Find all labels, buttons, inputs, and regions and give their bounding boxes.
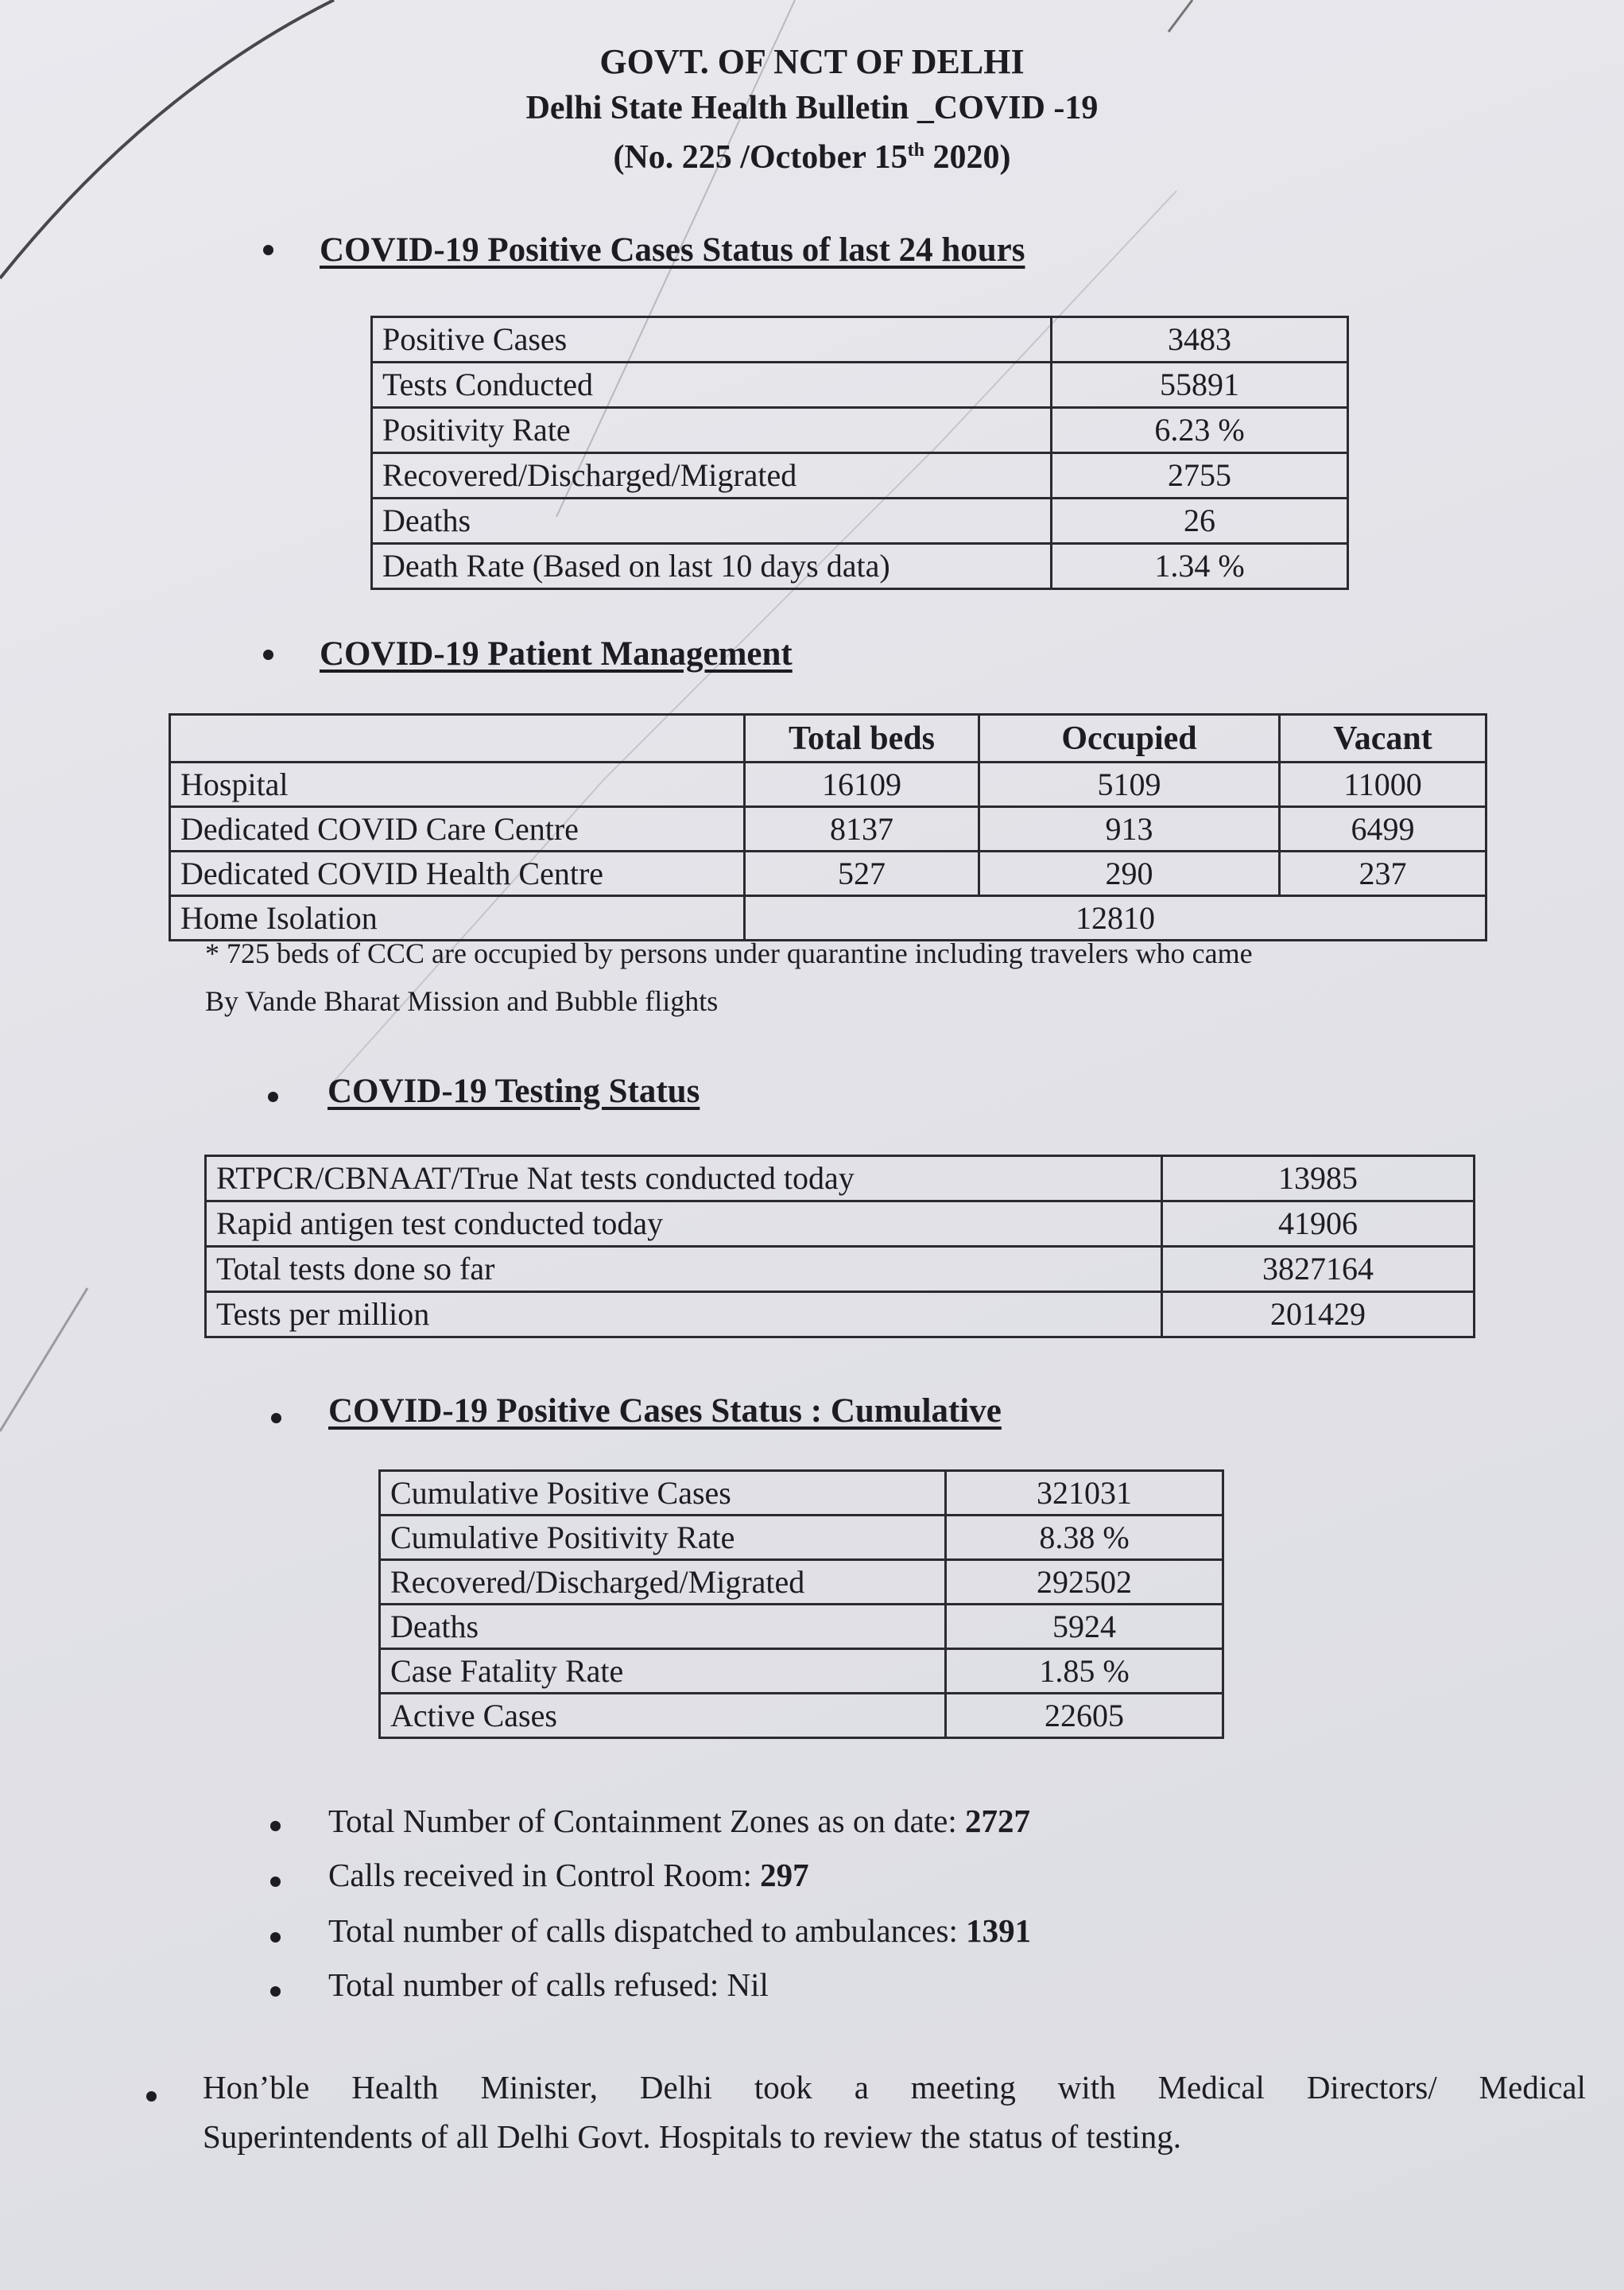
table-patient-management: [169, 713, 1487, 941]
positive-24h-row: [372, 408, 1348, 453]
cumulative-value: 22605: [946, 1694, 1223, 1738]
cumulative-label: Active Cases: [380, 1694, 946, 1738]
pm-home-isolation-label: Home Isolation: [170, 896, 745, 941]
bulletin-number-date: (No. 225 /October 15th 2020): [613, 139, 1011, 176]
table-positive-24h: [370, 316, 1349, 590]
positive-24h-label: Deaths: [372, 499, 1052, 544]
pm-vacant: 237: [1280, 852, 1486, 896]
positive-24h-value: 1.34 %: [1052, 544, 1348, 589]
testing-label: Tests per million: [206, 1292, 1162, 1337]
cumulative-value: 1.85 %: [946, 1649, 1223, 1694]
positive-24h-value: 3483: [1052, 317, 1348, 363]
testing-row: [206, 1156, 1475, 1201]
minister-note-line2: Superintendents of all Delhi Govt. Hospitals to review the status of testing.: [203, 2118, 1181, 2155]
pm-note-line1: * 725 beds of CCC are occupied by persons under quarantine including travelers who came: [205, 937, 1253, 969]
cumulative-row: [380, 1560, 1223, 1605]
positive-24h-label: Positivity Rate: [372, 408, 1052, 453]
summary-containment-zones: Total Number of Containment Zones as on date: 2727: [328, 1803, 1031, 1839]
positive-24h-row: [372, 317, 1348, 363]
minister-note: [203, 2063, 1586, 2161]
testing-value: 13985: [1162, 1156, 1475, 1201]
heading-testing: COVID-19 Testing Status: [328, 1073, 700, 1110]
bulletin-title: Delhi State Health Bulletin _COVID -19: [525, 90, 1099, 126]
cumulative-value: 8.38 %: [946, 1516, 1223, 1560]
positive-24h-row: [372, 544, 1348, 589]
cumulative-row: [380, 1471, 1223, 1516]
positive-24h-row: [372, 499, 1348, 544]
testing-value: 3827164: [1162, 1247, 1475, 1292]
pm-col-occupied: Occupied: [979, 715, 1280, 763]
bullet-testing: [268, 1092, 278, 1102]
cumulative-row: [380, 1516, 1223, 1560]
heading-positive-24h: COVID-19 Positive Cases Status of last 24 hours: [320, 231, 1025, 269]
bullet-patient-management: [263, 650, 273, 660]
positive-24h-label: Tests Conducted: [372, 363, 1052, 408]
bullet-summary-3: [270, 1932, 281, 1943]
bullet-cumulative: [271, 1413, 281, 1423]
testing-label: Total tests done so far: [206, 1247, 1162, 1292]
pm-occupied: 5109: [979, 763, 1280, 807]
positive-24h-value: 6.23 %: [1052, 408, 1348, 453]
table-cumulative: [378, 1469, 1224, 1739]
pm-col-vacant: Vacant: [1280, 715, 1486, 763]
heading-patient-management: COVID-19 Patient Management: [320, 635, 793, 673]
cumulative-value: 321031: [946, 1471, 1223, 1516]
pm-occupied: 913: [979, 807, 1280, 852]
positive-24h-label: Death Rate (Based on last 10 days data): [372, 544, 1052, 589]
pm-row: [170, 763, 1486, 807]
pm-occupied: 290: [979, 852, 1280, 896]
positive-24h-value: 55891: [1052, 363, 1348, 408]
pm-col-total-beds: Total beds: [745, 715, 979, 763]
pm-total-beds: 16109: [745, 763, 979, 807]
testing-value: 201429: [1162, 1292, 1475, 1337]
testing-label: Rapid antigen test conducted today: [206, 1201, 1162, 1247]
bullet-minister-note: [146, 2091, 157, 2102]
summary-calls-refused: Total number of calls refused: Nil: [328, 1966, 769, 2003]
pm-total-beds: 527: [745, 852, 979, 896]
pm-row: [170, 852, 1486, 896]
pm-vacant: 11000: [1280, 763, 1486, 807]
pm-vacant: 6499: [1280, 807, 1486, 852]
cumulative-row: [380, 1694, 1223, 1738]
pm-total-beds: 8137: [745, 807, 979, 852]
bullet-summary-1: [270, 1821, 281, 1831]
cumulative-label: Recovered/Discharged/Migrated: [380, 1560, 946, 1605]
heading-cumulative: COVID-19 Positive Cases Status : Cumulative: [328, 1392, 1002, 1430]
testing-label: RTPCR/CBNAAT/True Nat tests conducted today: [206, 1156, 1162, 1201]
pm-home-isolation-value: 12810: [745, 896, 1486, 941]
positive-24h-value: 26: [1052, 499, 1348, 544]
positive-24h-row: [372, 453, 1348, 499]
table-testing: [204, 1155, 1475, 1338]
cumulative-value: 5924: [946, 1605, 1223, 1649]
pm-label: Dedicated COVID Care Centre: [170, 807, 745, 852]
cumulative-row: [380, 1649, 1223, 1694]
cumulative-row: [380, 1605, 1223, 1649]
testing-row: [206, 1292, 1475, 1337]
bullet-summary-4: [270, 1986, 281, 1997]
positive-24h-value: 2755: [1052, 453, 1348, 499]
cumulative-label: Cumulative Positive Cases: [380, 1471, 946, 1516]
cumulative-label: Deaths: [380, 1605, 946, 1649]
summary-calls-received: Calls received in Control Room: 297: [328, 1857, 809, 1893]
testing-value: 41906: [1162, 1201, 1475, 1247]
pm-note-line2: By Vande Bharat Mission and Bubble flights: [205, 985, 719, 1017]
minister-note-line1: Hon’ble Health Minister, Delhi took a meeting with Medical Directors/ Medical: [203, 2069, 1586, 2106]
positive-24h-label: Positive Cases: [372, 317, 1052, 363]
cumulative-label: Cumulative Positivity Rate: [380, 1516, 946, 1560]
testing-row: [206, 1247, 1475, 1292]
summary-calls-dispatched: Total number of calls dispatched to ambulances: 1391: [328, 1912, 1032, 1949]
positive-24h-label: Recovered/Discharged/Migrated: [372, 453, 1052, 499]
bullet-summary-2: [270, 1877, 281, 1887]
cumulative-label: Case Fatality Rate: [380, 1649, 946, 1694]
pm-label: Dedicated COVID Health Centre: [170, 852, 745, 896]
bullet-positive-24h: [263, 245, 273, 255]
pm-label: Hospital: [170, 763, 745, 807]
testing-row: [206, 1201, 1475, 1247]
bulletin-govt-title: GOVT. OF NCT OF DELHI: [599, 42, 1025, 81]
positive-24h-row: [372, 363, 1348, 408]
pm-corner-cell: [170, 715, 745, 763]
cumulative-value: 292502: [946, 1560, 1223, 1605]
pm-row: [170, 807, 1486, 852]
